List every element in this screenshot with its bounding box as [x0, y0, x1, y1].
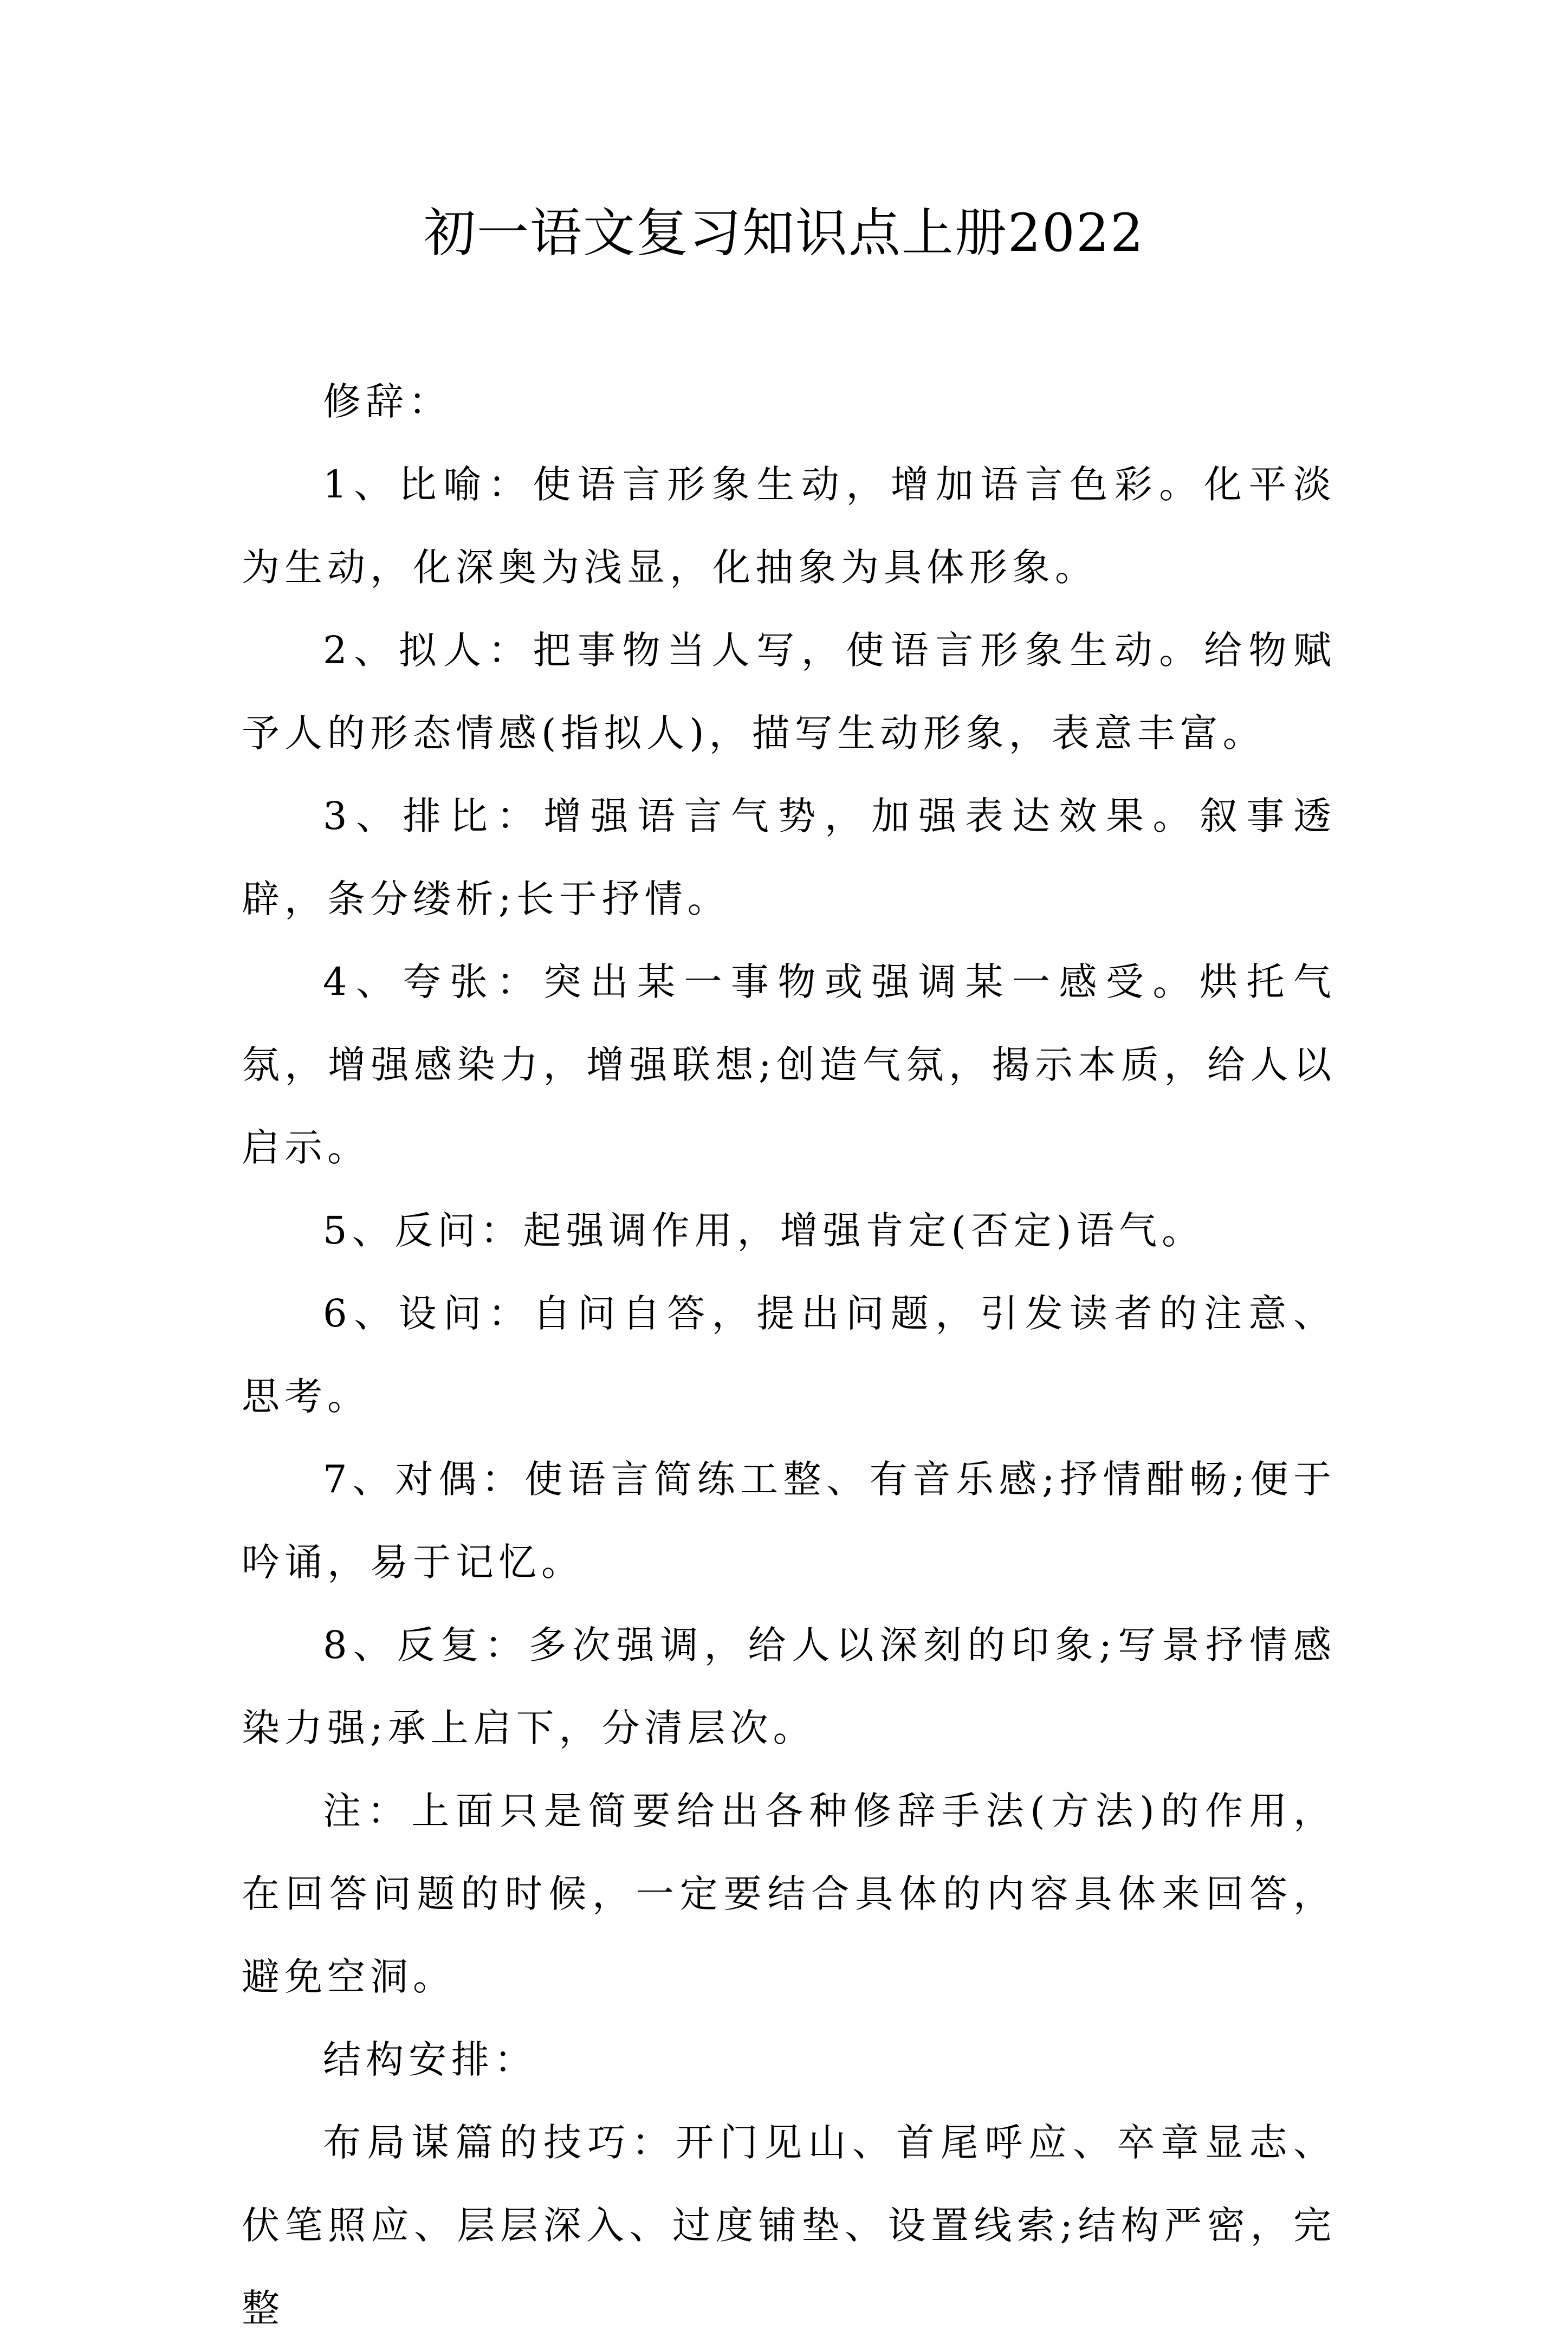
document-body — [242, 360, 1336, 2350]
paragraph-hypophora: 6、设问：自问自答，提出问题，引发读者的注意、思考。 — [242, 1291, 1336, 1419]
paragraph-parallelism: 3、排比：增强语言气势，加强表达效果。叙事透辟，条分缕析;长于抒情。 — [242, 794, 1336, 921]
paragraph-rhetorical-question: 5、反问：起强调作用，增强肯定(否定)语气。 — [323, 1208, 1205, 1253]
section-heading-rhetoric: 修辞： — [323, 379, 451, 424]
paragraph-hyperbole: 4、夸张：突出某一事物或强调某一感受。烘托气氛，增强感染力，增强联想;创造气氛，揭示本质，给人以启示。 — [242, 960, 1336, 1170]
document-title: 初一语文复习知识点上册2022 — [423, 203, 1145, 263]
section-heading-structure: 结构安排： — [323, 2037, 537, 2082]
paragraph-layout-techniques: 布局谋篇的技巧：开门见山、首尾呼应、卒章显志、伏笔照应、层层深入、过度铺垫、设置线索;结构严密，完整 — [242, 2120, 1336, 2330]
paragraph-antithesis: 7、对偶：使语言简练工整、有音乐感;抒情酣畅;便于吟诵，易于记忆。 — [242, 1457, 1336, 1584]
paragraph-metaphor: 1、比喻：使语言形象生动，增加语言色彩。化平淡为生动，化深奥为浅显，化抽象为具体形象。 — [242, 462, 1336, 590]
paragraph-repetition: 8、反复：多次强调，给人以深刻的印象;写景抒情感染力强;承上启下，分清层次。 — [242, 1623, 1336, 1750]
paragraph-note: 注：上面只是简要给出各种修辞手法(方法)的作用，在回答问题的时候，一定要结合具体的内容具体来回答，避免空洞。 — [242, 1789, 1336, 1999]
paragraph-personification: 2、拟人：把事物当人写，使语言形象生动。给物赋予人的形态情感(指拟人)，描写生动形象，表意丰富。 — [242, 628, 1336, 755]
